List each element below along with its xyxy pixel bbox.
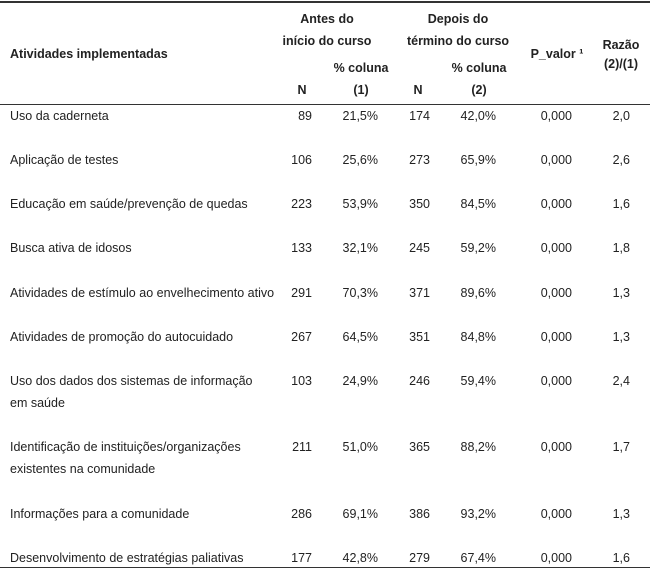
- cell-activity: Uso da caderneta: [10, 109, 109, 123]
- cell-p-value: 0,000: [540, 374, 572, 388]
- cell-ratio: 1,6: [612, 197, 630, 211]
- cell-pct-before: 42,8%: [342, 551, 378, 565]
- cell-pct-after: 93,2%: [460, 507, 496, 521]
- cell-activity: Educação em saúde/prevenção de quedas: [10, 197, 248, 211]
- cell-pct-after: 59,2%: [460, 241, 496, 255]
- cell-pct-before: 70,3%: [342, 286, 378, 300]
- cell-pct-after: 65,9%: [460, 153, 496, 167]
- cell-activity: Atividades de estímulo ao envelhecimento ativo: [10, 286, 275, 300]
- cell-n-before: 177: [291, 551, 312, 565]
- cell-ratio: 2,6: [612, 153, 630, 167]
- cell-n-after: 245: [409, 241, 430, 255]
- cell-p-value: 0,000: [540, 440, 572, 454]
- cell-n-before: 103: [291, 374, 312, 388]
- cell-ratio: 1,3: [612, 286, 630, 300]
- table-top-rule: [0, 1, 650, 3]
- cell-ratio: 1,3: [612, 507, 630, 521]
- cell-pct-after: 89,6%: [460, 286, 496, 300]
- cell-activity: existentes na comunidade: [10, 462, 156, 476]
- cell-pct-before: 64,5%: [342, 330, 378, 344]
- header-pct-before-index: (1): [353, 83, 369, 97]
- header-after-line2: término do curso: [406, 34, 510, 48]
- cell-p-value: 0,000: [540, 286, 572, 300]
- cell-n-after: 386: [409, 507, 430, 521]
- table-header-rule: [0, 104, 650, 105]
- cell-ratio: 1,7: [612, 440, 630, 454]
- cell-n-after: 273: [409, 153, 430, 167]
- header-after-line1: Depois do: [427, 12, 489, 26]
- cell-activity: em saúde: [10, 396, 65, 410]
- cell-n-after: 279: [409, 551, 430, 565]
- cell-activity: Aplicação de testes: [10, 153, 119, 167]
- cell-p-value: 0,000: [540, 197, 572, 211]
- cell-n-after: 351: [409, 330, 430, 344]
- cell-ratio: 1,6: [612, 551, 630, 565]
- header-pct-col-before: % coluna: [333, 61, 389, 75]
- header-before-line1: Antes do: [300, 12, 354, 26]
- cell-n-before: 106: [291, 153, 312, 167]
- cell-pct-before: 53,9%: [342, 197, 378, 211]
- header-pct-after-index: (2): [471, 83, 487, 97]
- header-n-after: N: [413, 83, 423, 97]
- cell-n-after: 246: [409, 374, 430, 388]
- cell-pct-before: 25,6%: [342, 153, 378, 167]
- cell-activity: Identificação de instituições/organizações: [10, 440, 241, 454]
- header-n-before: N: [297, 83, 307, 97]
- cell-activity: Uso dos dados dos sistemas de informação: [10, 374, 253, 388]
- cell-pct-before: 21,5%: [342, 109, 378, 123]
- cell-n-before: 211: [292, 440, 312, 454]
- cell-pct-before: 24,9%: [342, 374, 378, 388]
- header-activities: Atividades implementadas: [10, 47, 168, 61]
- cell-n-before: 89: [298, 109, 312, 123]
- cell-pct-before: 51,0%: [342, 440, 378, 454]
- cell-activity: Atividades de promoção do autocuidado: [10, 330, 234, 344]
- cell-ratio: 1,3: [612, 330, 630, 344]
- cell-pct-after: 42,0%: [460, 109, 496, 123]
- header-p-value: P_valor ¹: [530, 47, 584, 61]
- cell-n-before: 267: [291, 330, 312, 344]
- cell-pct-after: 84,5%: [460, 197, 496, 211]
- header-before-line2: início do curso: [282, 34, 372, 48]
- cell-n-before: 286: [291, 507, 312, 521]
- cell-n-before: 291: [291, 286, 312, 300]
- cell-n-after: 350: [409, 197, 430, 211]
- cell-pct-before: 69,1%: [342, 507, 378, 521]
- cell-pct-after: 67,4%: [460, 551, 496, 565]
- cell-p-value: 0,000: [540, 241, 572, 255]
- cell-n-after: 365: [409, 440, 430, 454]
- cell-p-value: 0,000: [540, 109, 572, 123]
- header-ratio-line1: Razão: [602, 38, 640, 52]
- cell-n-after: 174: [409, 109, 430, 123]
- table-bottom-rule: [0, 567, 650, 568]
- header-ratio-line2: (2)/(1): [603, 57, 639, 71]
- cell-p-value: 0,000: [540, 330, 572, 344]
- cell-ratio: 2,0: [612, 109, 630, 123]
- cell-p-value: 0,000: [540, 507, 572, 521]
- cell-pct-before: 32,1%: [342, 241, 378, 255]
- cell-pct-after: 59,4%: [460, 374, 496, 388]
- cell-p-value: 0,000: [540, 551, 572, 565]
- cell-ratio: 1,8: [612, 241, 630, 255]
- cell-pct-after: 84,8%: [460, 330, 496, 344]
- cell-n-before: 223: [291, 197, 312, 211]
- cell-activity: Informações para a comunidade: [10, 507, 190, 521]
- cell-activity: Desenvolvimento de estratégias paliativas: [10, 551, 244, 565]
- cell-n-before: 133: [291, 241, 312, 255]
- cell-ratio: 2,4: [612, 374, 630, 388]
- cell-pct-after: 88,2%: [460, 440, 496, 454]
- cell-activity: Busca ativa de idosos: [10, 241, 132, 255]
- cell-p-value: 0,000: [540, 153, 572, 167]
- header-pct-col-after: % coluna: [451, 61, 507, 75]
- cell-n-after: 371: [409, 286, 430, 300]
